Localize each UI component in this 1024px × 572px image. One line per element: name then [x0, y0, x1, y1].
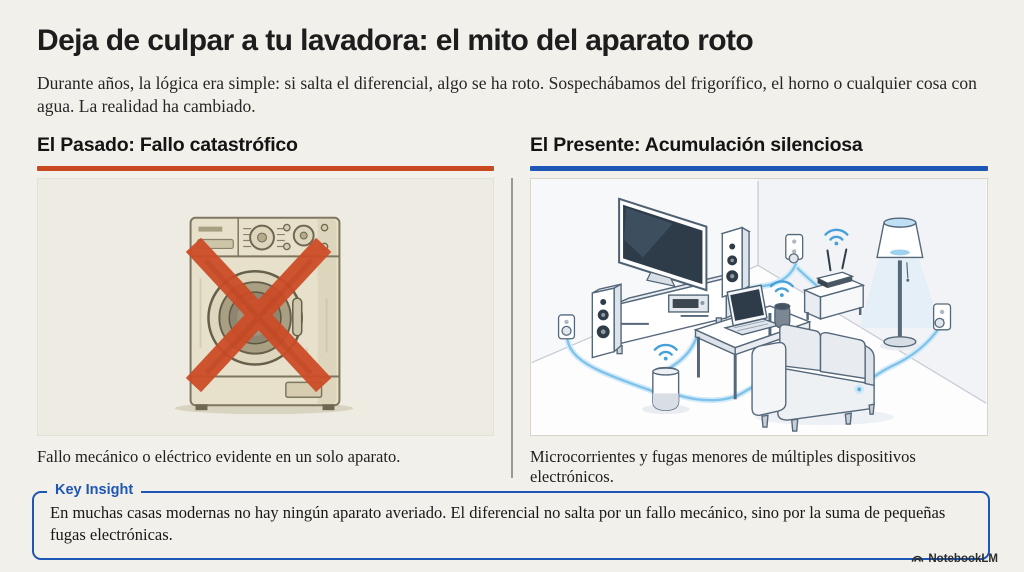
column-divider [511, 178, 513, 478]
past-illustration-panel [37, 178, 494, 436]
footer-brand [911, 552, 998, 565]
key-insight-text: En muchas casas modernas no hay ningún aparato averiado. El diferencial no salta por un fallo mecánico, sino por la suma de pequeñas fugas electrónicas. [50, 503, 946, 545]
wall-outlet-left [559, 314, 575, 338]
page-title: Deja de culpar a tu lavadora: el mito del aparato roto [37, 24, 754, 57]
key-insight-label: Key Insight [47, 482, 141, 498]
washing-machine-crossed-illustration [38, 179, 493, 435]
present-section-title: El Presente: Acumulación silenciosa [530, 134, 863, 156]
notebooklm-icon [911, 552, 924, 565]
page-subtitle: Durante años, la lógica era simple: si salta el diferencial, algo se ha roto. Sospechábamos del frigorífico, el horno o cualquier cosa con agua. La realidad ha cambiado. [37, 73, 977, 116]
past-accent-rule [37, 166, 494, 171]
past-section-title: El Pasado: Fallo catastrófico [37, 134, 298, 156]
wall-outlet-back [786, 234, 803, 262]
tower-speaker-left [592, 284, 621, 357]
present-caption: Microcorrientes y fugas menores de múltiples dispositivos electrónicos. [530, 446, 916, 487]
present-illustration-panel [530, 178, 988, 436]
key-insight-box [32, 482, 990, 560]
past-caption: Fallo mecánico o eléctrico evidente en un solo aparato. [37, 446, 401, 466]
present-section [530, 134, 988, 488]
present-accent-rule [530, 166, 988, 171]
smart-speaker-floor [653, 367, 679, 410]
smart-speaker-table [775, 303, 790, 327]
tower-speaker-right [722, 227, 749, 296]
wall-outlet-right [934, 304, 951, 330]
living-room-electronics-illustration [531, 179, 987, 435]
notebooklm-label: NotebookLM [928, 552, 998, 565]
past-section [37, 134, 494, 467]
